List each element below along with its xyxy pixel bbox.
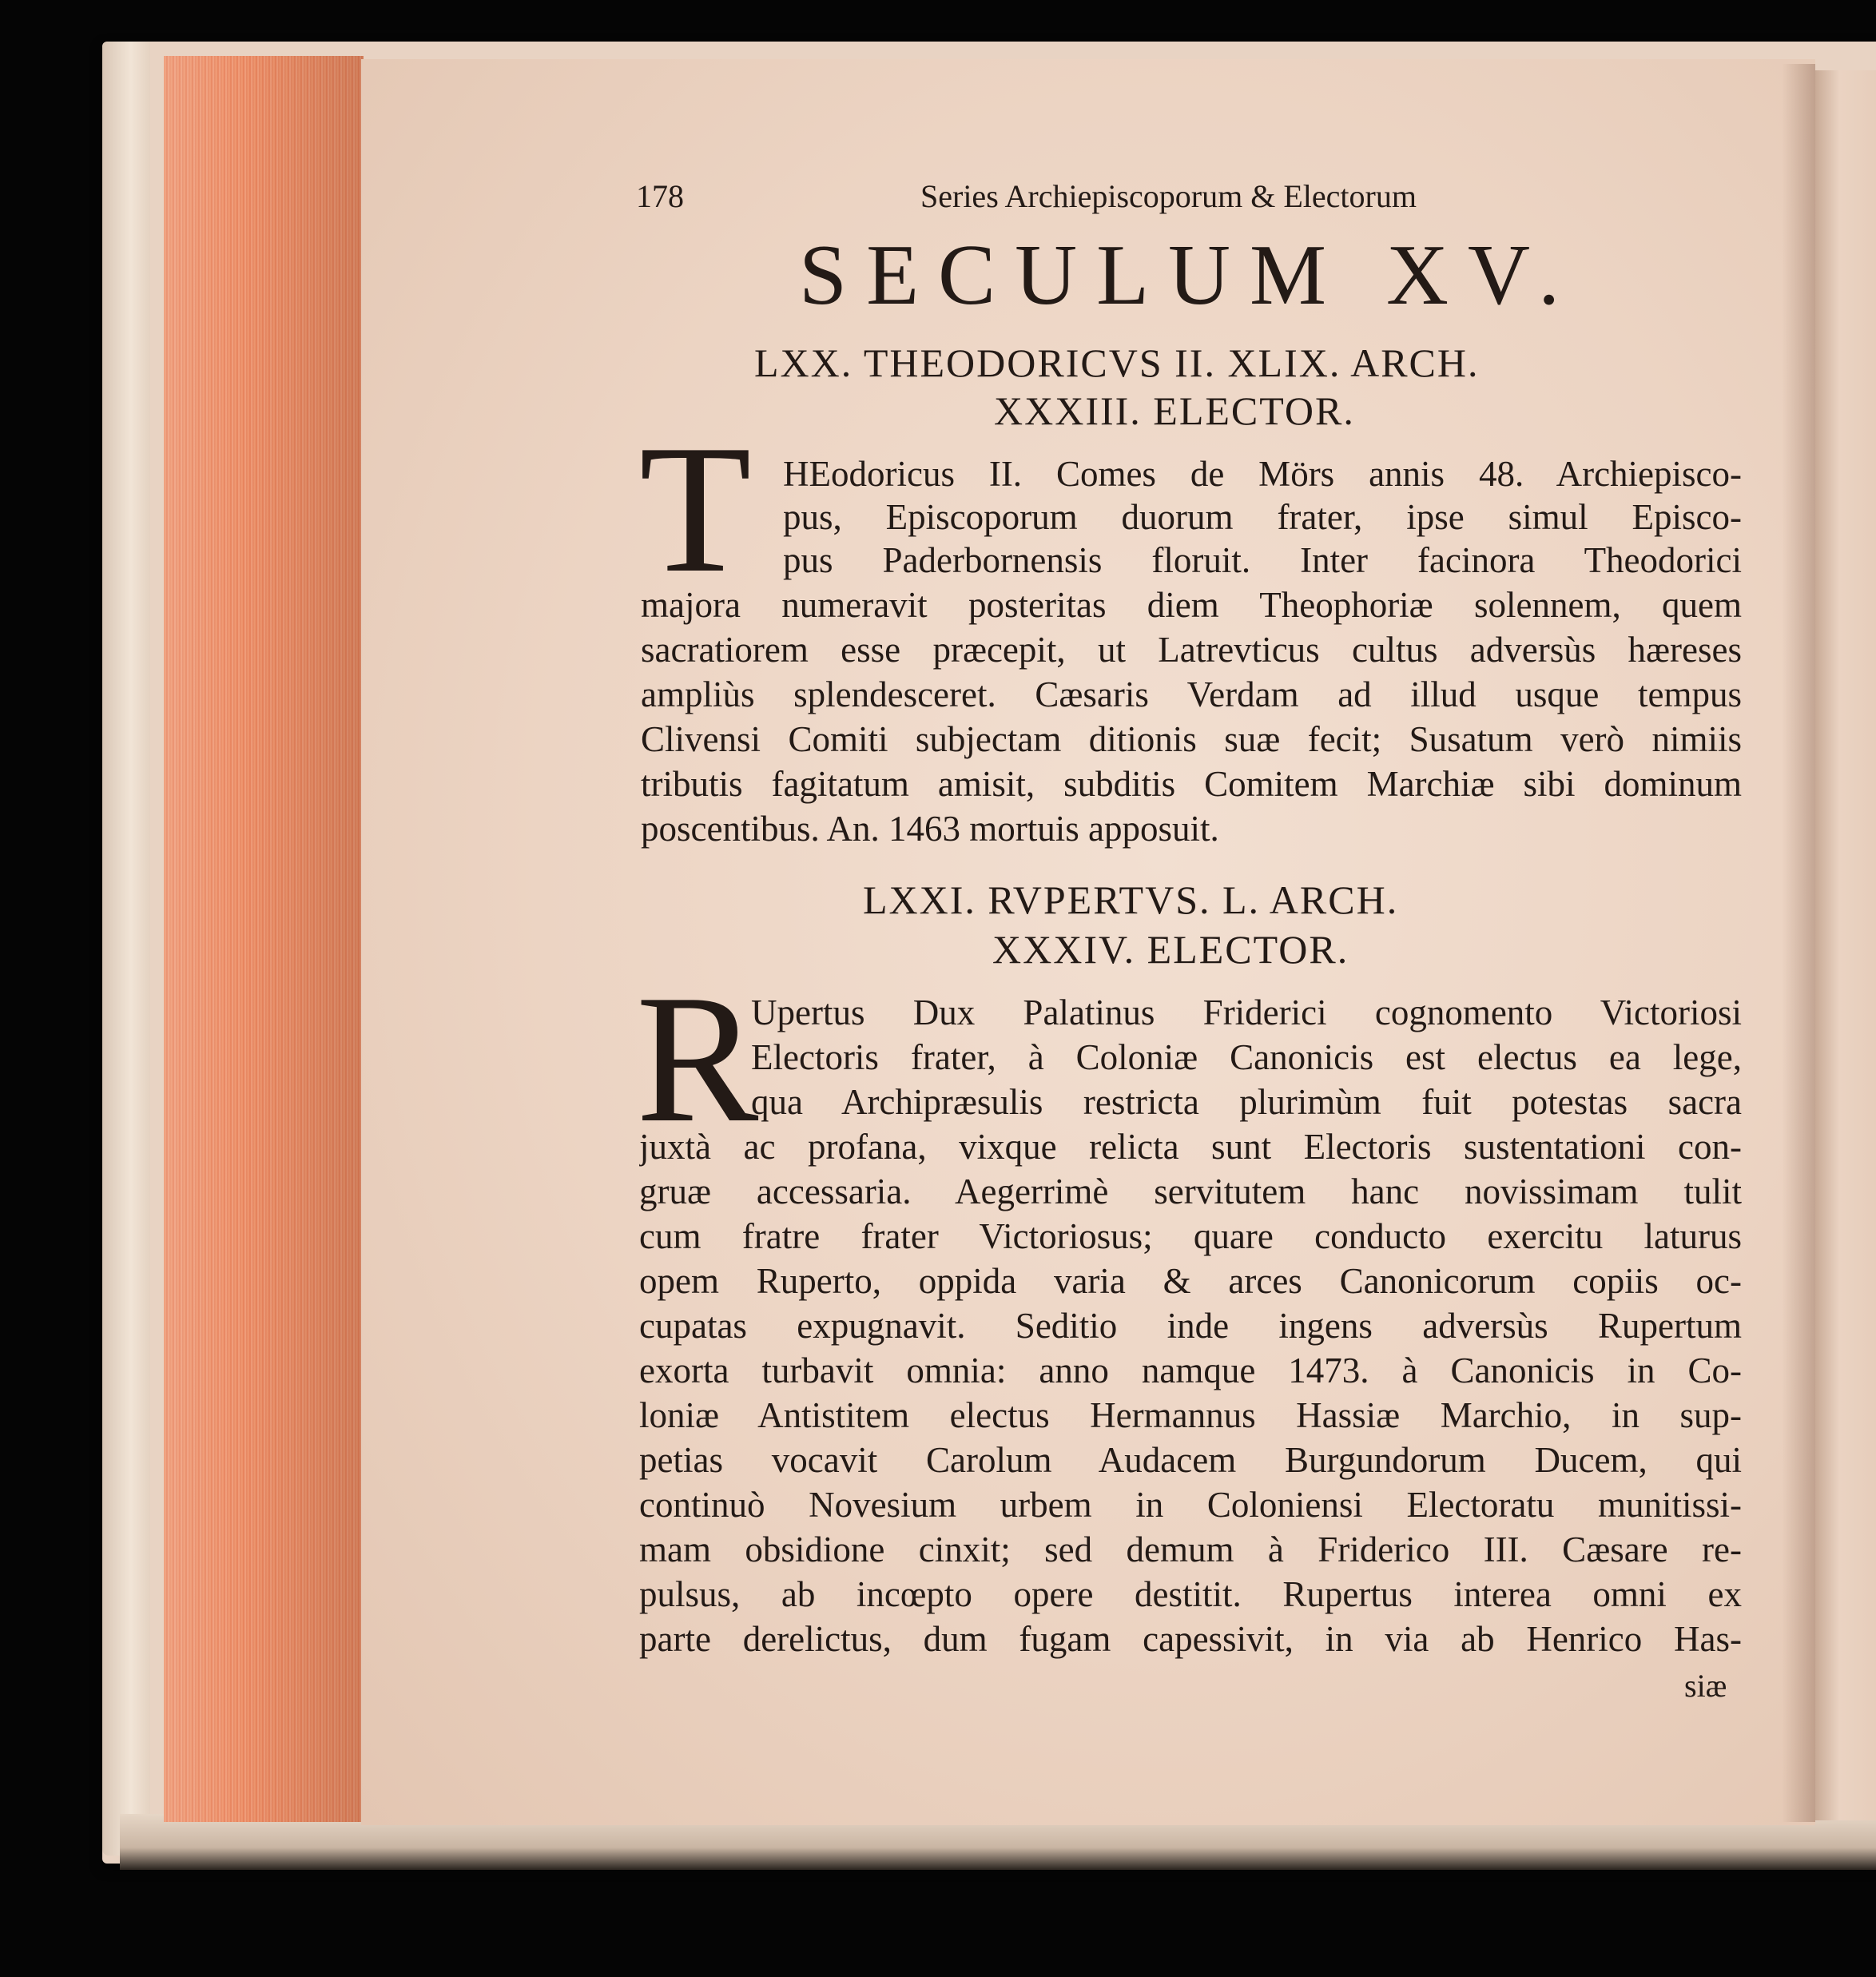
running-title: Series Archiepiscoporum & Electorum [920, 178, 1417, 214]
text-line: exorta turbavit omnia: anno namque 1473. à Canonicis in Co- [639, 1350, 1742, 1390]
text-line: petias vocavit Carolum Audacem Burgundorum Ducem, qui [639, 1440, 1742, 1480]
text-line: Electoris frater, à Coloniæ Canonicis est electus ea lege, [751, 1037, 1742, 1077]
section-title: SECULUM XV. [799, 228, 1580, 323]
text-line: poscentibus. An. 1463 mortuis apposuit. [641, 809, 1219, 849]
drop-cap: R [636, 957, 759, 1160]
text-line: gruæ accessaria. Aegerrimè servitutem hanc novissimam tulit [639, 1171, 1742, 1211]
entry-heading: LXXI. RVPERTVS. L. ARCH. [863, 877, 1399, 922]
drop-cap: T [639, 407, 752, 611]
text-line: pus, Episcoporum duorum frater, ipse simul Episco- [783, 497, 1742, 537]
text-line: opem Ruperto, oppida varia & arces Canonicorum copiis oc- [639, 1261, 1742, 1301]
cover-edge [102, 42, 150, 1856]
page-number: 178 [636, 178, 684, 214]
text-line: cupatas expugnavit. Seditio inde ingens adversùs Rupertum [639, 1306, 1742, 1346]
catchword: siæ [1684, 1668, 1727, 1704]
entry-heading: LXX. THEODORICVS II. XLIX. ARCH. [754, 340, 1480, 385]
text-line: juxtà ac profana, vixque relicta sunt Electoris sustentationi con- [639, 1127, 1742, 1167]
gutter-shadow [1782, 64, 1815, 1822]
text-line: sacratiorem esse præcepit, ut Latrevticus cultus adversùs hæreses [641, 630, 1742, 670]
text-line: cum fratre frater Victoriosus; quare conducto exercitu laturus [639, 1216, 1742, 1256]
entry-subheading: XXXIII. ELECTOR. [994, 388, 1355, 433]
text-line: pulsus, ab incœpto opere destitit. Rupertus interea omni ex [639, 1574, 1742, 1614]
text-line: parte derelictus, dum fugam capessivit, in via ab Henrico Has- [639, 1619, 1742, 1659]
text-line: qua Archipræsulis restricta plurimùm fuit potestas sacra [751, 1082, 1742, 1122]
text-line: Clivensi Comiti subjectam ditionis suæ fecit; Susatum verò nimiis [641, 719, 1742, 759]
entry-subheading: XXXIV. ELECTOR. [992, 927, 1349, 972]
text-line: loniæ Antistitem electus Hermannus Hassiæ Marchio, in sup- [639, 1395, 1742, 1435]
text-line: ampliùs splendesceret. Cæsaris Verdam ad illud usque tempus [641, 674, 1742, 714]
page-block-shade [164, 56, 364, 1822]
text-line: mam obsidione cinxit; sed demum à Friderico III. Cæsare re- [639, 1529, 1742, 1569]
text-line: tributis fagitatum amisit, subditis Comitem Marchiæ sibi dominum [641, 764, 1742, 804]
text-line: majora numeravit posteritas diem Theophoriæ solennem, quem [641, 585, 1742, 625]
text-line: Upertus Dux Palatinus Friderici cognomento Victoriosi [751, 992, 1742, 1032]
text-line: HEodoricus II. Comes de Mörs annis 48. Archiepisco- [783, 454, 1742, 494]
text-line: continuò Novesium urbem in Coloniensi Electoratu munitissi- [639, 1485, 1742, 1525]
facing-page-edge [1815, 70, 1876, 1820]
text-line: pus Paderbornensis floruit. Inter facinora Theodorici [783, 540, 1742, 580]
